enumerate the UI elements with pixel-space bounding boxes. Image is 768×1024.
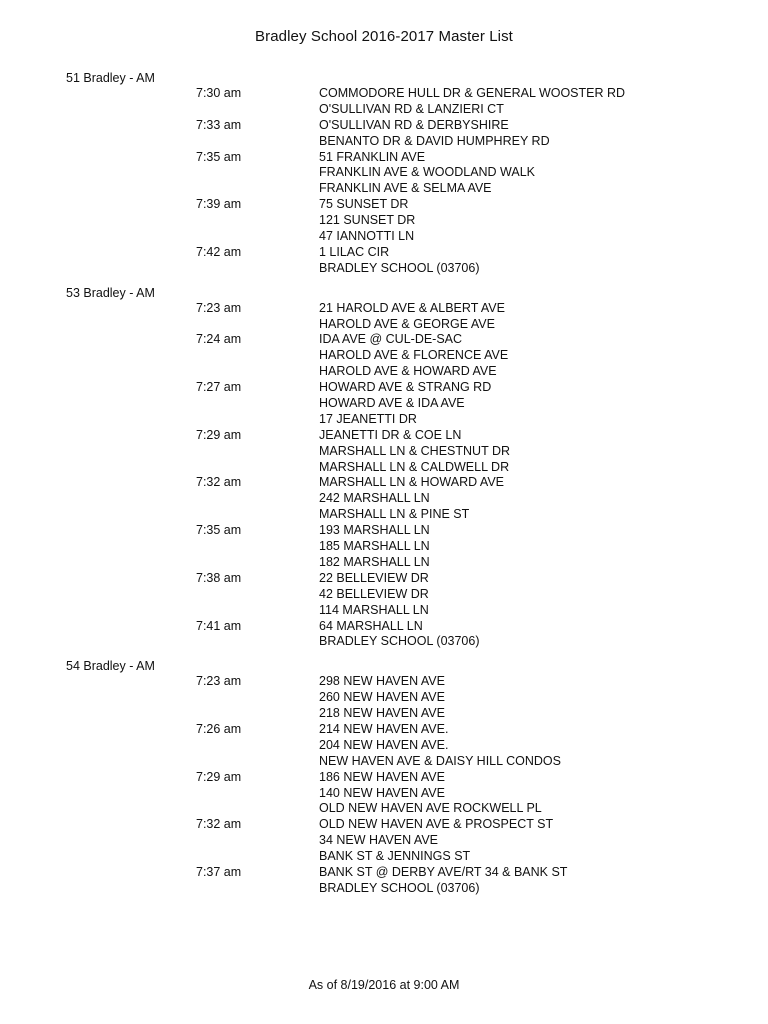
stop-time: 7:38 am xyxy=(196,570,242,585)
stop-row xyxy=(0,674,768,690)
stop-row xyxy=(0,444,768,460)
stop-row xyxy=(0,102,768,118)
stop-time: 7:24 am xyxy=(196,332,242,347)
stop-location: 242 MARSHALL LN xyxy=(319,491,430,506)
stop-location: O'SULLIVAN RD & LANZIERI CT xyxy=(319,101,504,116)
stop-time: 7:29 am xyxy=(196,769,242,784)
stop-location: MARSHALL LN & HOWARD AVE xyxy=(319,475,504,490)
stop-time: 7:35 am xyxy=(196,523,242,538)
stop-row xyxy=(0,507,768,523)
stop-location: O'SULLIVAN RD & DERBYSHIRE xyxy=(319,117,509,132)
stop-row xyxy=(0,380,768,396)
stop-row xyxy=(0,165,768,181)
stop-time: 7:39 am xyxy=(196,197,242,212)
stop-time: 7:27 am xyxy=(196,380,242,395)
stop-location: BANK ST @ DERBY AVE/RT 34 & BANK ST xyxy=(319,864,568,879)
stop-row xyxy=(0,786,768,802)
stop-location: COMMODORE HULL DR & GENERAL WOOSTER RD xyxy=(319,86,626,100)
stop-location: HAROLD AVE & GEORGE AVE xyxy=(319,316,495,331)
stop-row xyxy=(0,754,768,770)
stop-time: 7:41 am xyxy=(196,618,242,633)
stop-location: MARSHALL LN & CHESTNUT DR xyxy=(319,443,511,458)
stop-row xyxy=(0,619,768,635)
stop-row xyxy=(0,213,768,229)
stop-location: MARSHALL LN & PINE ST xyxy=(319,507,470,522)
stop-row xyxy=(0,460,768,476)
stop-location: 204 NEW HAVEN AVE. xyxy=(319,737,449,752)
stop-location: OLD NEW HAVEN AVE & PROSPECT ST xyxy=(319,817,554,832)
stop-location: 140 NEW HAVEN AVE xyxy=(319,785,445,800)
stop-row xyxy=(0,603,768,619)
stop-location: MARSHALL LN & CALDWELL DR xyxy=(319,459,510,474)
stop-location: 47 IANNOTTI LN xyxy=(319,229,415,244)
route-section xyxy=(0,658,768,896)
stop-row xyxy=(0,301,768,317)
stop-time: 7:42 am xyxy=(196,244,242,259)
route-name: 51 Bradley - AM xyxy=(66,71,155,85)
stop-time: 7:35 am xyxy=(196,149,242,164)
stop-row xyxy=(0,348,768,364)
stop-row xyxy=(0,428,768,444)
stop-row xyxy=(0,690,768,706)
stop-row xyxy=(0,833,768,849)
route-section xyxy=(0,70,768,277)
stop-location: 218 NEW HAVEN AVE xyxy=(319,706,445,721)
stop-row xyxy=(0,150,768,166)
stop-location: 17 JEANETTI DR xyxy=(319,411,417,426)
stop-location: JEANETTI DR & COE LN xyxy=(319,427,462,442)
stop-time: 7:23 am xyxy=(196,674,242,689)
stop-time: 7:23 am xyxy=(196,300,242,315)
stop-location: BANK ST & JENNINGS ST xyxy=(319,849,471,864)
stop-row xyxy=(0,539,768,555)
stop-time: 7:29 am xyxy=(196,427,242,442)
stop-location: 193 MARSHALL LN xyxy=(319,523,430,538)
stop-row xyxy=(0,86,768,102)
stop-row xyxy=(0,555,768,571)
stop-row xyxy=(0,770,768,786)
stop-location: 121 SUNSET DR xyxy=(319,213,416,228)
stop-location: 34 NEW HAVEN AVE xyxy=(319,833,439,848)
stop-row xyxy=(0,396,768,412)
stop-location: BRADLEY SCHOOL (03706) xyxy=(319,634,480,649)
stop-time: 7:37 am xyxy=(196,864,242,879)
stop-row xyxy=(0,261,768,277)
stop-location: HAROLD AVE & HOWARD AVE xyxy=(319,364,497,379)
stop-location: 21 HAROLD AVE & ALBERT AVE xyxy=(319,300,505,315)
stop-location: 186 NEW HAVEN AVE xyxy=(319,769,445,784)
stop-location: 185 MARSHALL LN xyxy=(319,539,430,554)
stop-location: FRANKLIN AVE & SELMA AVE xyxy=(319,181,492,196)
stop-row xyxy=(0,491,768,507)
stop-location: HAROLD AVE & FLORENCE AVE xyxy=(319,348,509,363)
stop-row xyxy=(0,118,768,134)
stop-location: OLD NEW HAVEN AVE ROCKWELL PL xyxy=(319,801,542,816)
stop-row xyxy=(0,634,768,650)
stop-row xyxy=(0,849,768,865)
stop-location: 75 SUNSET DR xyxy=(319,197,409,212)
stop-row xyxy=(0,229,768,245)
stop-location: HOWARD AVE & STRANG RD xyxy=(319,380,492,395)
route-section xyxy=(0,285,768,651)
stop-location: 214 NEW HAVEN AVE. xyxy=(319,721,449,736)
stop-row xyxy=(0,738,768,754)
stop-location: IDA AVE @ CUL-DE-SAC xyxy=(319,332,463,347)
stop-row xyxy=(0,181,768,197)
stop-row xyxy=(0,865,768,881)
stop-row xyxy=(0,364,768,380)
stop-location: 114 MARSHALL LN xyxy=(319,602,429,617)
stop-location: 298 NEW HAVEN AVE xyxy=(319,674,445,689)
stop-location: 182 MARSHALL LN xyxy=(319,554,430,569)
stop-location: 51 FRANKLIN AVE xyxy=(319,149,426,164)
stop-location: 64 MARSHALL LN xyxy=(319,618,423,633)
route-name: 53 Bradley - AM xyxy=(66,285,155,300)
stop-row xyxy=(0,475,768,491)
page-title: Bradley School 2016-2017 Master List xyxy=(255,28,513,45)
stop-row xyxy=(0,881,768,897)
stop-location: BRADLEY SCHOOL (03706) xyxy=(319,260,480,275)
stop-location: NEW HAVEN AVE & DAISY HILL CONDOS xyxy=(319,753,561,768)
stop-time: 7:30 am xyxy=(196,86,242,100)
stop-row xyxy=(0,587,768,603)
stop-row xyxy=(0,706,768,722)
stop-row xyxy=(0,245,768,261)
stop-time: 7:26 am xyxy=(196,721,242,736)
stop-location: HOWARD AVE & IDA AVE xyxy=(319,396,465,411)
stop-row xyxy=(0,134,768,150)
stop-row xyxy=(0,571,768,587)
stop-location: 260 NEW HAVEN AVE xyxy=(319,690,445,705)
route-name: 54 Bradley - AM xyxy=(66,659,155,674)
route-list xyxy=(0,70,768,905)
stop-location: BRADLEY SCHOOL (03706) xyxy=(319,880,480,895)
stop-row xyxy=(0,317,768,333)
stop-row xyxy=(0,722,768,738)
stop-location: FRANKLIN AVE & WOODLAND WALK xyxy=(319,165,536,180)
stop-location: 1 LILAC CIR xyxy=(319,244,390,259)
stop-row xyxy=(0,332,768,348)
stop-row xyxy=(0,801,768,817)
stop-row xyxy=(0,523,768,539)
footer-timestamp: As of 8/19/2016 at 9:00 AM xyxy=(308,978,460,992)
stop-time: 7:32 am xyxy=(196,817,242,832)
stop-location: BENANTO DR & DAVID HUMPHREY RD xyxy=(319,133,550,148)
stop-time: 7:33 am xyxy=(196,117,242,132)
stop-location: 42 BELLEVIEW DR xyxy=(319,586,429,601)
stop-time: 7:32 am xyxy=(196,475,242,490)
stop-row xyxy=(0,817,768,833)
stop-location: 22 BELLEVIEW DR xyxy=(319,570,429,585)
stop-row xyxy=(0,197,768,213)
stop-row xyxy=(0,412,768,428)
